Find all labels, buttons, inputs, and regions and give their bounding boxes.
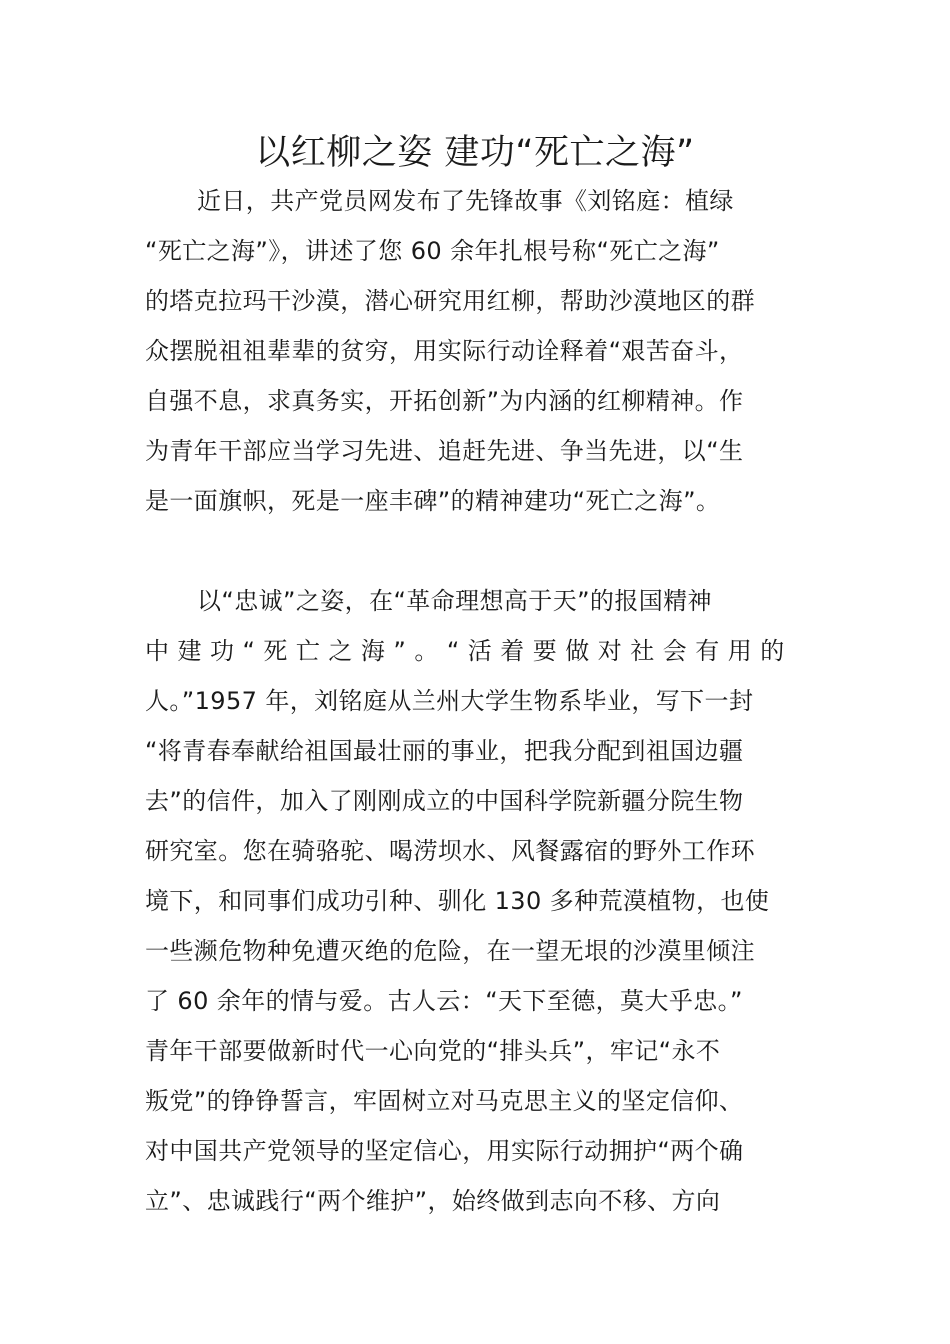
paragraph-1-line-1: 近日，共产党员网发布了先锋故事《刘铭庭：植绿 bbox=[197, 187, 734, 215]
paragraph-2-line-3: 人。”1957 年，刘铭庭从兰州大学生物系毕业，写下一封 bbox=[145, 687, 754, 715]
paragraph-1-line-5: 自强不息，求真务实，开拓创新”为内涵的红柳精神。作 bbox=[145, 387, 744, 415]
paragraph-2-line-1: 以“忠诚”之姿，在“革命理想高于天”的报国精神 bbox=[197, 587, 712, 615]
paragraph-2-line-9: 了 60 余年的情与爱。古人云：“天下至德，莫大乎忠。” bbox=[145, 987, 743, 1015]
paragraph-2-line-13: 立”、忠诚践行“两个维护”，始终做到志向不移、方向 bbox=[145, 1187, 721, 1215]
document-title: 以红柳之姿 建功“死亡之海” bbox=[255, 133, 695, 173]
paragraph-1-line-4: 众摆脱祖祖辈辈的贫穷，用实际行动诠释着“艰苦奋斗， bbox=[145, 337, 744, 365]
paragraph-2-line-5: 去”的信件，加入了刚刚成立的中国科学院新疆分院生物 bbox=[145, 787, 744, 815]
paragraph-2-line-6: 研究室。您在骑骆驼、喝涝坝水、风餐露宿的野外工作环 bbox=[145, 837, 755, 865]
paragraph-1-line-6: 为青年干部应当学习先进、追赶先进、争当先进，以“生 bbox=[145, 437, 744, 465]
paragraph-2-line-8: 一些濒危物种免遭灭绝的危险，在一望无垠的沙漠里倾注 bbox=[145, 937, 755, 965]
paragraph-2-line-2: 中建功“死亡之海”。“活着要做对社会有用的 bbox=[145, 637, 793, 665]
paragraph-2-line-10: 青年干部要做新时代一心向党的“排头兵”，牢记“永不 bbox=[145, 1037, 721, 1065]
paragraph-2-line-12: 对中国共产党领导的坚定信心，用实际行动拥护“两个确 bbox=[145, 1137, 744, 1165]
paragraph-2-line-4: “将青春奉献给祖国最壮丽的事业，把我分配到祖国边疆 bbox=[145, 737, 744, 765]
paragraph-2-line-7: 境下，和同事们成功引种、驯化 130 多种荒漠植物，也使 bbox=[145, 887, 770, 915]
paragraph-1-line-2: “死亡之海”》，讲述了您 60 余年扎根号称“死亡之海” bbox=[145, 237, 720, 265]
paragraph-1-line-3: 的塔克拉玛干沙漠，潜心研究用红柳，帮助沙漠地区的群 bbox=[145, 287, 755, 315]
paragraph-2-line-11: 叛党”的铮铮誓言，牢固树立对马克思主义的坚定信仰、 bbox=[145, 1087, 744, 1115]
paragraph-1-line-7: 是一面旗帜，死是一座丰碑”的精神建功“死亡之海”。 bbox=[145, 487, 721, 515]
